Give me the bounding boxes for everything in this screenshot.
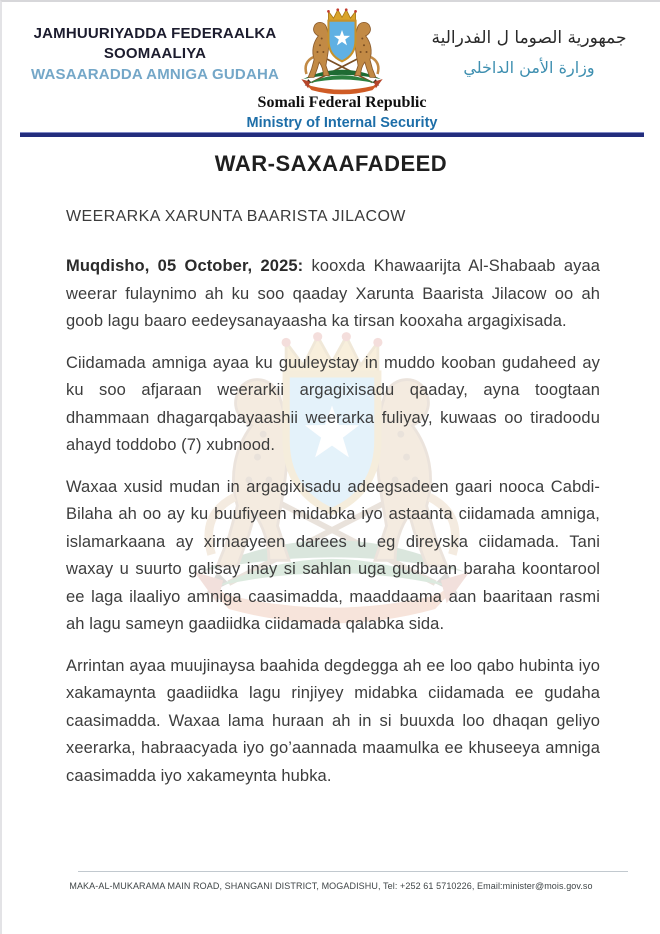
document-title: WAR-SAXAAFADEED [214, 151, 448, 176]
paragraphs [66, 253, 600, 790]
ministry-name-somali: WASAARADDA AMNIGA GUDAHA [30, 66, 280, 83]
body-paragraph: Waxaa xusid mudan in argagixisadu adeegsadeen gaari nooca Cabdi-Bilaha ah oo ay ku buufiyeen midabka iyo astaanta ciidamada amniga, islamarkaana ay xirnaayeen darees u eg direyska ciidamada. Tani waxay u suurto galisay inay si sahlan uga gudbaan baraha koontarool ee laga ilaaliyo amniga caasimadda, maaddaama aan baaritaan rasmi ah lagu sameyn gaadiidka ciidamada qalabka sida. [66, 477, 600, 633]
footer-contact-line: MAKA-AL-MUKARAMA MAIN ROAD, SHANGANI DISTRICT, MOGADISHU, Tel: +252 61 5710226, Email:minister@mois.gov.so [69, 881, 593, 891]
ministry-name-english: Ministry of Internal Security [246, 115, 438, 131]
body-paragraph: Muqdisho, 05 October, 2025: kooxda Khawaarijta Al-Shabaab ayaa weerar fulaynimo ah ku soo qaaday Xarunta Baarista Jilacow oo ah goob lagu baaro eedeysanayaasha ka tirsan kooxaha argagixisada. [66, 257, 600, 330]
body-paragraph: Ciidamada amniga ayaa ku guuleystay in muddo kooban gudaheed ay ku soo afjaraan weerarkii argagixisadu qaaday, ayna toogtaan dhammaan dhagarqabayaashii weerarka fuliyay, kuwaas oo tiradoodu ahayd toddobo (7) xubnood. [66, 353, 600, 454]
header-arabic-titles [410, 24, 648, 82]
ministry-name-arabic: وزارة الأمن الداخلي [463, 57, 595, 77]
header-divider-rule [20, 132, 644, 137]
paragraph-lead: Muqdisho, 05 October, 2025: [66, 257, 304, 275]
subject-line: WEERARKA XARUNTA BAARISTA JILACOW [66, 208, 406, 225]
body-paragraph: Arrintan ayaa muujinaysa baahida degdegga ah ee loo qabo hubinta iyo xakamaynta gaadiidka lagu rinjiyey midabka ciidamada ee gudaha caasimadda. Waxaa lama huraan ah in si buuxda loo dhaqan geliyo xeerarka, habraacyada iyo go’aannada maamulka ee khuseeya amniga caasimadda iyo xakameynta hubka. [66, 656, 600, 785]
footer-divider-rule [78, 871, 628, 872]
republic-name-line2: SOOMAALIYA [103, 44, 207, 62]
republic-name-line1: JAMHUURIYADDA FEDERAALKA [33, 25, 277, 42]
header-english-titles [172, 93, 512, 132]
somali-coat-of-arms-icon [288, 8, 396, 96]
republic-name-arabic: جمهورية الصوما ل الفدرالية [431, 28, 627, 48]
header-somali-titles [28, 24, 282, 85]
republic-name-english: Somali Federal Republic [257, 94, 427, 111]
document-body [66, 208, 600, 804]
